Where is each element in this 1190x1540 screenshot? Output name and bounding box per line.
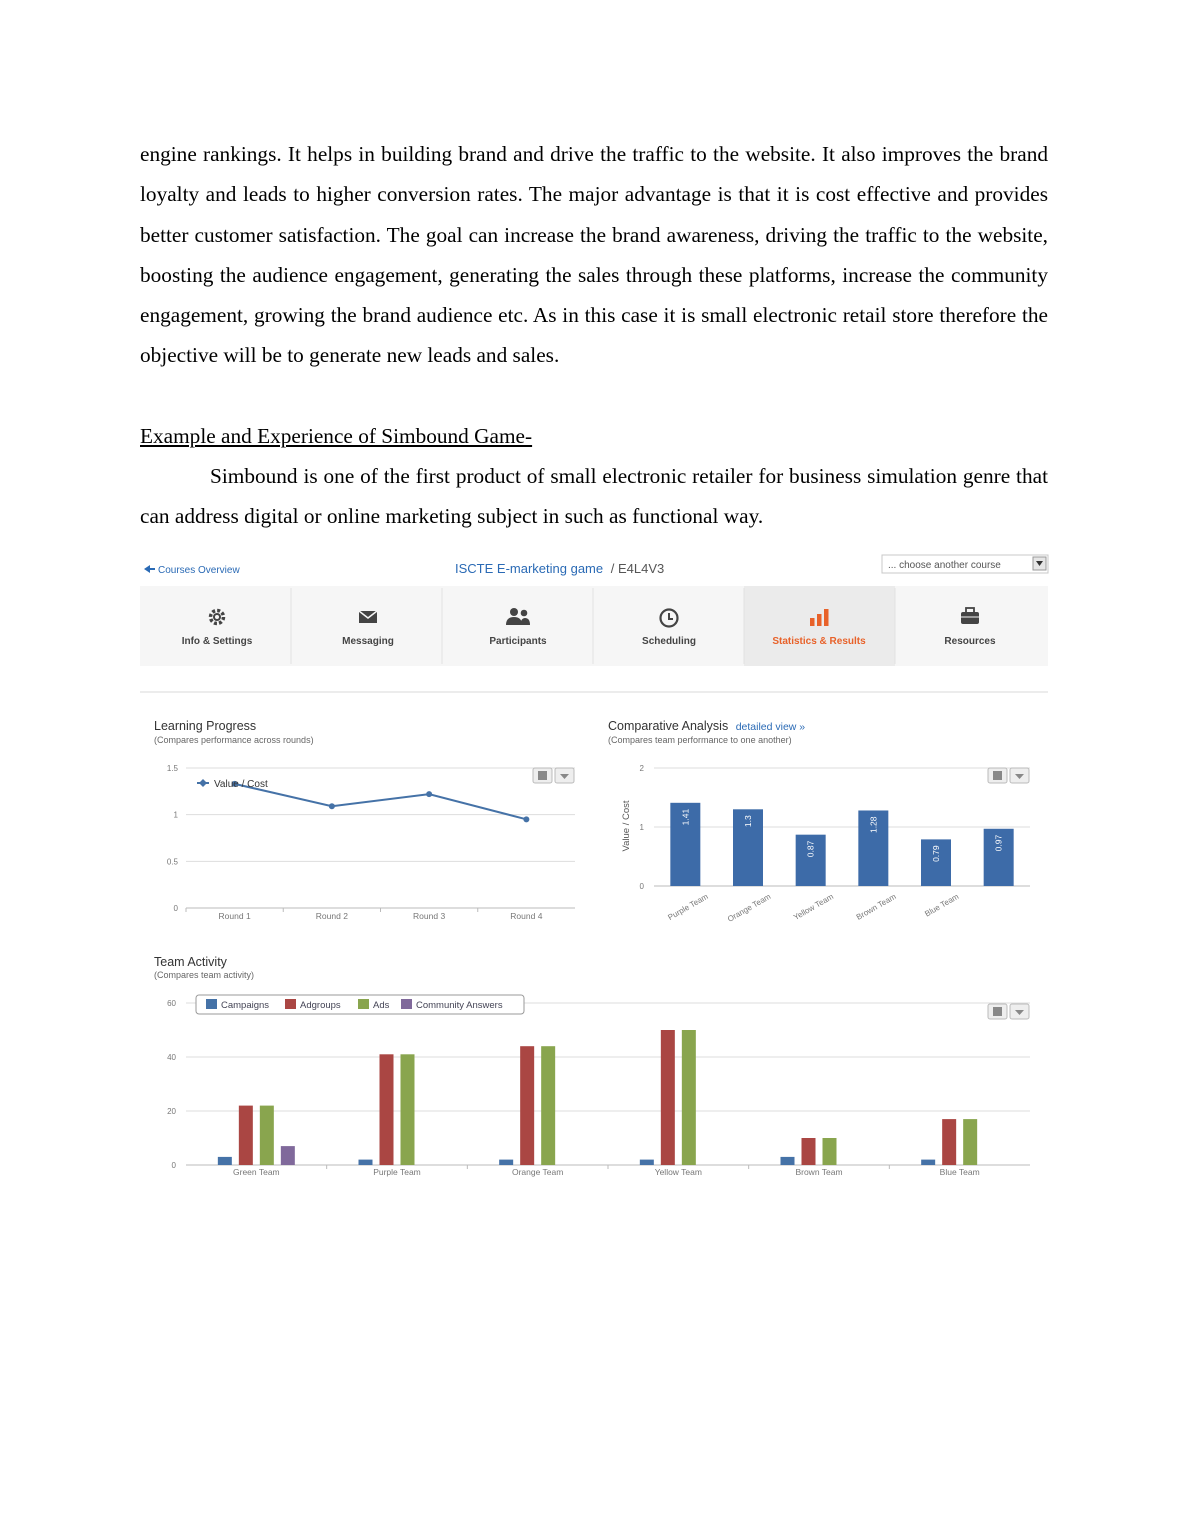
- comparative-y-tick: 1: [639, 823, 644, 832]
- learning-point: [426, 791, 432, 797]
- paragraph-1: engine rankings. It helps in building brand and drive the traffic to the website. It also improves the brand loyalty and leads to higher conversion rates. The major advantage is that it is cost effective and provides better customer satisfaction. The goal can increase the brand awareness, driving the traffic to the website, boosting the audience engagement, generating the sales through these platforms, increase the community engagement, growing the brand audience etc. As in this case it is small electronic retail store therefore the objective will be to generate new leads and sales.: [140, 142, 1048, 368]
- comparative-analysis-title: Comparative Analysis: [608, 719, 729, 733]
- team-activity-subtitle: (Compares team activity): [154, 970, 255, 980]
- tab-participants-label: Participants: [489, 636, 547, 647]
- team-activity-title: Team Activity: [154, 955, 227, 969]
- activity-y-tick: 60: [167, 999, 176, 1008]
- activity-bar: [963, 1119, 977, 1165]
- learning-x-tick: Round 3: [413, 911, 446, 921]
- activity-x-tick: Purple Team: [373, 1167, 421, 1177]
- activity-bar: [499, 1160, 513, 1165]
- activity-bar: [640, 1160, 654, 1165]
- comparative-bar-label: 0.97: [993, 834, 1004, 852]
- tab-statistics-results-label: Statistics & Results: [772, 636, 866, 647]
- print-icon[interactable]: [533, 768, 552, 783]
- activity-bar: [921, 1160, 935, 1165]
- activity-bar: [239, 1106, 253, 1165]
- comparative-bar-label: 0.79: [931, 845, 941, 862]
- section-heading: Example and Experience of Simbound Game-: [140, 424, 533, 448]
- activity-bar: [520, 1046, 534, 1165]
- comparative-y-label: Value / Cost: [621, 800, 632, 852]
- learning-x-tick: Round 1: [218, 911, 251, 921]
- course-title-name[interactable]: ISCTE E-marketing game: [455, 561, 604, 576]
- download-icon[interactable]: [555, 768, 574, 783]
- activity-bar: [359, 1160, 373, 1165]
- comparative-x-tick: Yellow Team: [791, 891, 835, 922]
- envelope-icon: [359, 611, 377, 623]
- activity-x-tick: Brown Team: [795, 1167, 843, 1177]
- simbound-screenshot: [140, 548, 1050, 1188]
- activity-legend-label: Adgroups: [300, 1000, 341, 1011]
- activity-bar: [942, 1119, 956, 1165]
- activity-legend-label: Community Answers: [416, 1000, 503, 1011]
- learning-x-tick: Round 2: [315, 911, 348, 921]
- activity-legend-swatch: [285, 999, 296, 1009]
- tab-resources-label: Resources: [944, 636, 996, 647]
- activity-x-tick: Green Team: [233, 1167, 280, 1177]
- comparative-x-tick: Purple Team: [666, 891, 710, 923]
- activity-x-tick: Orange Team: [511, 1167, 564, 1177]
- activity-legend-swatch: [401, 999, 412, 1009]
- activity-bar: [661, 1030, 675, 1165]
- learning-y-tick: 1: [173, 810, 178, 820]
- learning-y-tick: 0.5: [166, 857, 178, 867]
- courses-overview-link[interactable]: Courses Overview: [158, 565, 240, 576]
- tab-messaging-label: Messaging: [342, 636, 394, 647]
- activity-bar: [260, 1106, 274, 1165]
- activity-bar: [380, 1054, 394, 1165]
- paragraph-2: Simbound is one of the first product of small electronic retailer for business simulation genre that can address digital or online marketing subject in such as functional way.: [140, 464, 1048, 529]
- tab-scheduling-label: Scheduling: [642, 636, 696, 647]
- legend-value-cost: Value / Cost: [214, 779, 268, 790]
- activity-bar: [802, 1138, 816, 1165]
- activity-bar: [823, 1138, 837, 1165]
- learning-progress-title: Learning Progress: [154, 719, 257, 733]
- comparative-bar-label: 1.3: [743, 815, 753, 828]
- activity-y-tick: 0: [171, 1161, 176, 1170]
- activity-x-tick: Yellow Team: [654, 1167, 702, 1177]
- activity-legend-swatch: [358, 999, 369, 1009]
- activity-x-tick: Blue Team: [939, 1167, 980, 1177]
- learning-y-tick: 0: [173, 904, 178, 913]
- course-select[interactable]: [882, 555, 1048, 573]
- download-icon[interactable]: [1010, 768, 1029, 783]
- detailed-view-link[interactable]: detailed view »: [735, 721, 806, 733]
- activity-legend-swatch: [206, 999, 217, 1009]
- activity-y-tick: 20: [167, 1107, 176, 1116]
- comparative-bar-label: 1.41: [680, 808, 691, 826]
- comparative-analysis-subtitle: (Compares team performance to one another): [608, 735, 792, 745]
- download-icon[interactable]: [1010, 1004, 1029, 1019]
- tab-bar: [140, 586, 1048, 666]
- comparative-y-tick: 0: [639, 882, 644, 891]
- activity-bar: [541, 1046, 555, 1165]
- comparative-x-tick: Orange Team: [725, 891, 773, 924]
- activity-bar: [281, 1146, 295, 1165]
- activity-bar: [401, 1054, 415, 1165]
- comparative-bar-label: 0.87: [805, 840, 816, 858]
- course-select-value: ... choose another course: [888, 560, 1001, 571]
- print-icon[interactable]: [988, 768, 1007, 783]
- tab-info-settings-label: Info & Settings: [181, 636, 253, 647]
- course-title[interactable]: [455, 561, 664, 576]
- comparative-bar-label: 1.28: [868, 816, 879, 834]
- comparative-x-tick: Brown Team: [854, 891, 898, 922]
- comparative-x-tick: Blue Team: [923, 891, 961, 919]
- activity-bar: [682, 1030, 696, 1165]
- activity-bar: [218, 1157, 232, 1165]
- learning-x-tick: Round 4: [510, 911, 543, 921]
- learning-y-tick: 1.5: [166, 764, 178, 773]
- comparative-analysis-title-row: [608, 719, 805, 733]
- course-code: / E4L4V3: [610, 561, 665, 576]
- learning-progress-subtitle: (Compares performance across rounds): [154, 735, 314, 745]
- activity-bar: [781, 1157, 795, 1165]
- activity-legend-label: Campaigns: [221, 1000, 270, 1011]
- print-icon[interactable]: [988, 1004, 1007, 1019]
- comparative-y-tick: 2: [639, 764, 644, 773]
- activity-legend-label: Ads: [373, 1000, 390, 1011]
- activity-y-tick: 40: [167, 1053, 176, 1062]
- learning-point: [523, 816, 529, 822]
- learning-point: [329, 803, 335, 809]
